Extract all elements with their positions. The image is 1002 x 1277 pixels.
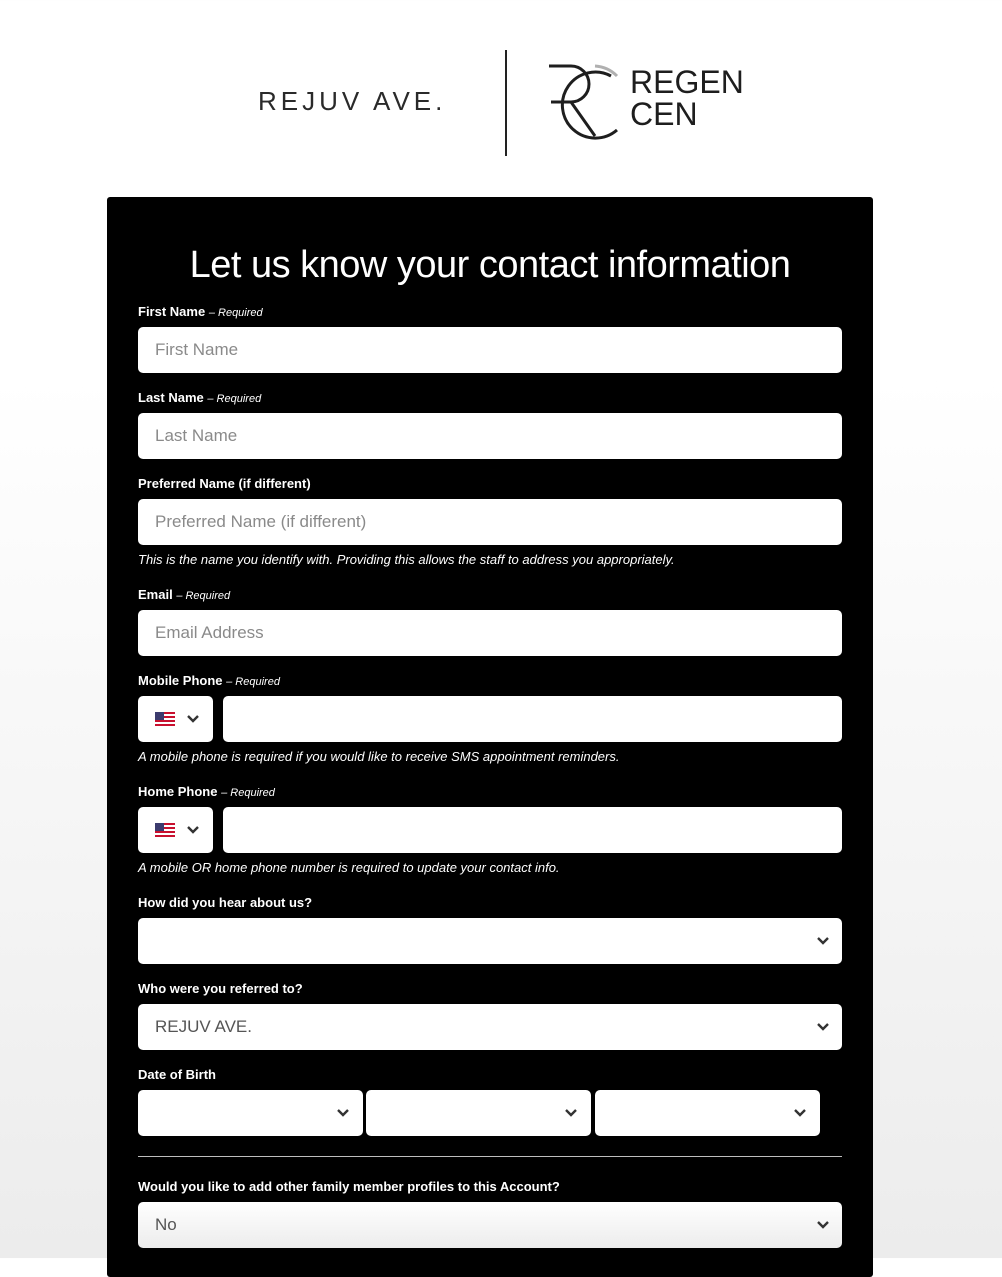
referred-to-value: REJUV AVE.: [155, 1017, 252, 1036]
us-flag-icon: [155, 823, 175, 837]
email-input[interactable]: Email Address: [138, 610, 842, 656]
logo-cen-text: CEN: [630, 96, 698, 132]
required-tag: – Required: [221, 787, 275, 799]
required-tag: – Required: [176, 590, 231, 602]
home-country-select[interactable]: [138, 807, 213, 853]
home-phone-input[interactable]: [223, 807, 842, 853]
email-label: [138, 587, 230, 602]
required-tag: – Required: [226, 676, 280, 688]
required-tag: – Required: [208, 307, 263, 319]
dob-month-select[interactable]: [138, 1090, 363, 1136]
chevron-down-icon: [816, 1022, 830, 1032]
first-name-input[interactable]: First Name: [138, 327, 842, 373]
mobile-phone-hint: A mobile phone is required if you would like to receive SMS appointment reminders.: [138, 749, 620, 764]
us-flag-icon: [155, 712, 175, 726]
chevron-down-icon: [816, 1220, 830, 1230]
first-name-label: [138, 304, 263, 319]
preferred-name-input[interactable]: Preferred Name (if different): [138, 499, 842, 545]
mobile-phone-label: [138, 673, 280, 688]
preferred-name-label: Preferred Name (if different): [138, 476, 311, 491]
dob-year-select[interactable]: [595, 1090, 820, 1136]
home-phone-hint: A mobile OR home phone number is required to update your contact info.: [138, 860, 560, 875]
referred-to-label: Who were you referred to?: [138, 981, 303, 996]
chevron-down-icon: [564, 1108, 578, 1118]
home-phone-label-text: Home Phone: [138, 784, 218, 799]
form-title: Let us know your contact information: [189, 244, 791, 286]
mobile-country-select[interactable]: [138, 696, 213, 742]
referred-to-select[interactable]: [138, 1004, 842, 1050]
home-phone-label: [138, 784, 275, 799]
chevron-down-icon: [816, 936, 830, 946]
mobile-phone-label-text: Mobile Phone: [138, 673, 223, 688]
regen-cen-logo: [630, 66, 744, 130]
page-header: [0, 0, 1002, 190]
chevron-down-icon: [793, 1108, 807, 1118]
required-tag: – Required: [207, 393, 262, 405]
family-profiles-value: No: [155, 1215, 177, 1234]
heard-about-select[interactable]: [138, 918, 842, 964]
chevron-down-icon: [336, 1108, 350, 1118]
last-name-label: [138, 390, 261, 405]
mobile-phone-input[interactable]: [223, 696, 842, 742]
dob-day-select[interactable]: [366, 1090, 591, 1136]
regen-cen-logo-mark-icon: [545, 64, 621, 140]
family-profiles-label: Would you like to add other family member profiles to this Account?: [138, 1179, 560, 1194]
heard-about-label: How did you hear about us?: [138, 895, 313, 910]
logo-divider: [505, 50, 507, 156]
email-label-text: Email: [138, 587, 173, 602]
chevron-down-icon: [186, 714, 200, 724]
family-profiles-select[interactable]: [138, 1202, 842, 1248]
rejuv-ave-logo: REJUV AVE.: [258, 86, 447, 116]
last-name-label-text: Last Name: [138, 390, 204, 405]
preferred-name-hint: This is the name you identify with. Providing this allows the staff to address you appropriately.: [138, 552, 675, 567]
section-divider: [138, 1156, 842, 1157]
chevron-down-icon: [186, 825, 200, 835]
first-name-label-text: First Name: [138, 304, 206, 319]
last-name-input[interactable]: Last Name: [138, 413, 842, 459]
dob-label: Date of Birth: [138, 1067, 216, 1082]
logo-regen-text: REGEN: [630, 64, 744, 100]
